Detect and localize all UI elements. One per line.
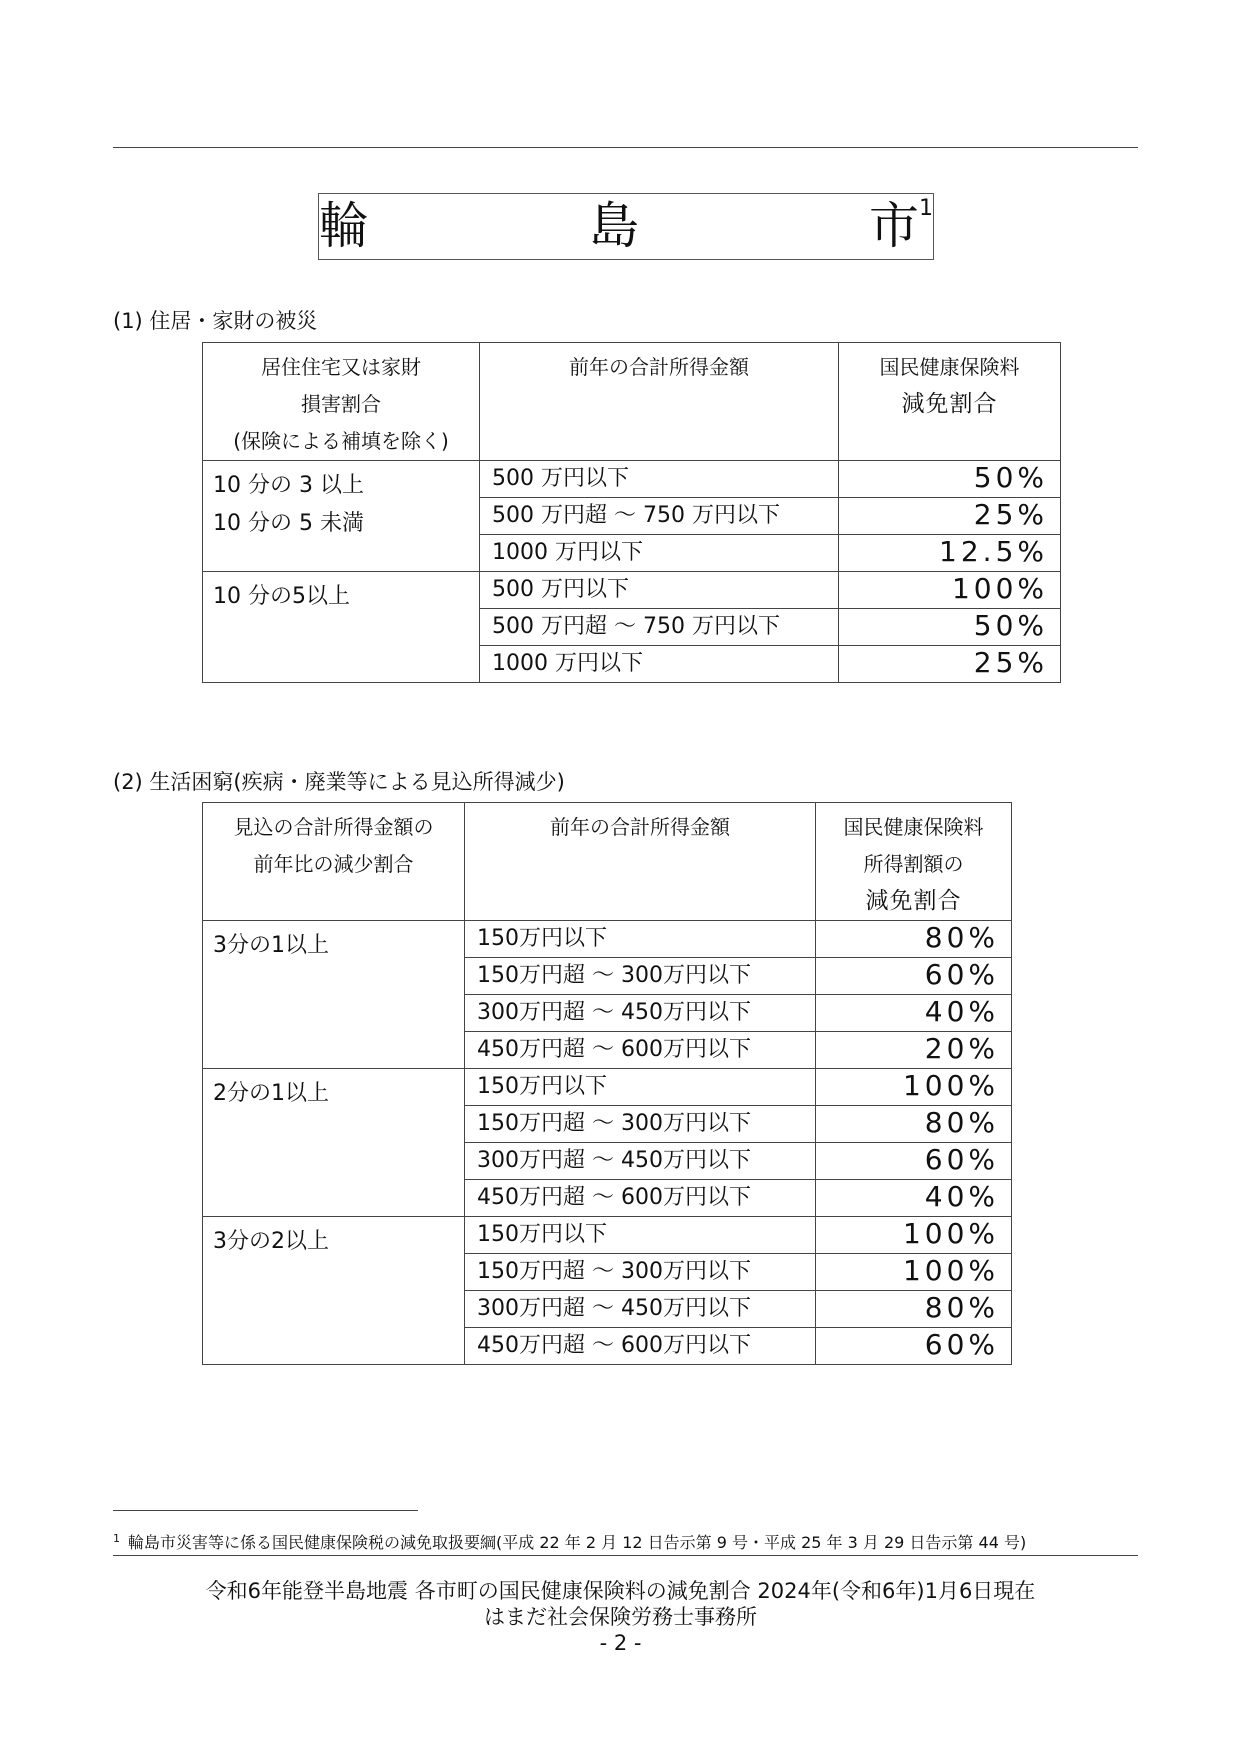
- category-cell: [203, 921, 465, 1069]
- income-cell: 450万円超 ～ 600万円以下: [465, 1032, 816, 1069]
- category-line: 3分の2以上: [213, 1229, 329, 1254]
- footnote: [113, 1530, 1026, 1553]
- income-cell: 450万円超 ～ 600万円以下: [465, 1328, 816, 1365]
- footer-line2: はまだ社会保険労務士事務所: [484, 1605, 757, 1629]
- section2-heading: (2) 生活困窮(疾病・廃業等による見込所得減少): [113, 770, 565, 794]
- header-col1-line: 損害割合: [301, 392, 381, 416]
- header-col3-line: 減免割合: [865, 888, 962, 914]
- section1-table: [202, 342, 1061, 683]
- header-row: [203, 343, 1061, 461]
- rate-cell: 40%: [816, 1180, 1012, 1217]
- category-line: 10 分の 5 未満: [213, 511, 364, 536]
- footnote-rule: [113, 1510, 418, 1511]
- page-title-box: [318, 193, 934, 260]
- category-line: 10 分の5以上: [213, 584, 350, 609]
- header-col3: [839, 343, 1061, 461]
- header-col1: [203, 803, 465, 921]
- header-col1: [203, 343, 480, 461]
- header-col3-line: 減免割合: [901, 391, 998, 417]
- category-line: 2分の1以上: [213, 1081, 329, 1106]
- rate-cell: 60%: [816, 958, 1012, 995]
- rate-cell: 20%: [816, 1032, 1012, 1069]
- rate-cell: 100%: [816, 1217, 1012, 1254]
- category-cell: [203, 572, 480, 683]
- footer-line1: 令和6年能登半島地震 各市町の国民健康保険料の減免割合 2024年(令和6年)1月6日現在: [205, 1579, 1036, 1603]
- rate-cell: 50%: [839, 461, 1061, 498]
- category-cell: [203, 461, 480, 572]
- section1-heading: (1) 住居・家財の被災: [113, 309, 318, 333]
- income-cell: 450万円超 ～ 600万円以下: [465, 1180, 816, 1217]
- title-char-2: 島: [589, 197, 639, 255]
- income-cell: 500 万円以下: [480, 572, 839, 609]
- rate-cell: 40%: [816, 995, 1012, 1032]
- table-row: [203, 572, 1061, 609]
- footnote-text: 輪島市災害等に係る国民健康保険税の減免取扱要綱(平成 22 年 2 月 12 日告示第 9 号・平成 25 年 3 月 29 日告示第 44 号): [128, 1533, 1027, 1552]
- rate-cell: 100%: [816, 1254, 1012, 1291]
- income-cell: 500 万円超 ～ 750 万円以下: [480, 498, 839, 535]
- rate-cell: 60%: [816, 1328, 1012, 1365]
- income-cell: 150万円超 ～ 300万円以下: [465, 1254, 816, 1291]
- category-line: 10 分の 3 以上: [213, 473, 364, 498]
- category-cell: [203, 1069, 465, 1217]
- header-col3: [816, 803, 1012, 921]
- rate-cell: 50%: [839, 609, 1061, 646]
- header-col1-line: 見込の合計所得金額の: [233, 815, 434, 839]
- income-cell: 300万円超 ～ 450万円以下: [465, 1143, 816, 1180]
- rate-cell: 12.5%: [839, 535, 1061, 572]
- rate-cell: 25%: [839, 498, 1061, 535]
- category-cell: [203, 1217, 465, 1365]
- rate-cell: 25%: [839, 646, 1061, 683]
- table-row: [203, 921, 1012, 958]
- income-cell: 300万円超 ～ 450万円以下: [465, 995, 816, 1032]
- header-col2-line: 前年の合計所得金額: [550, 815, 730, 839]
- title-footnote-ref: 1: [919, 196, 933, 221]
- header-col3-line: 国民健康保険料: [843, 815, 984, 839]
- header-col3-line: 国民健康保険料: [879, 355, 1020, 379]
- header-col1-line: (保険による補填を除く): [233, 429, 449, 453]
- header-col2-line: 前年の合計所得金額: [569, 355, 749, 379]
- income-cell: 300万円超 ～ 450万円以下: [465, 1291, 816, 1328]
- income-cell: 500 万円以下: [480, 461, 839, 498]
- rate-cell: 80%: [816, 921, 1012, 958]
- title-char-3: 市: [869, 197, 919, 255]
- section2-table: [202, 802, 1012, 1365]
- rate-cell: 100%: [816, 1069, 1012, 1106]
- header-col2: [480, 343, 839, 461]
- income-cell: 150万円以下: [465, 921, 816, 958]
- income-cell: 150万円超 ～ 300万円以下: [465, 1106, 816, 1143]
- income-cell: 500 万円超 ～ 750 万円以下: [480, 609, 839, 646]
- title-char-1: 輪: [319, 197, 369, 255]
- footnote-mark: 1: [113, 1531, 120, 1545]
- income-cell: 1000 万円以下: [480, 535, 839, 572]
- rate-cell: 80%: [816, 1291, 1012, 1328]
- top-rule: [113, 147, 1138, 148]
- income-cell: 1000 万円以下: [480, 646, 839, 683]
- header-col2: [465, 803, 816, 921]
- page-number: - 2 -: [599, 1631, 642, 1655]
- income-cell: 150万円超 ～ 300万円以下: [465, 958, 816, 995]
- header-col1-line: 居住住宅又は家財: [261, 355, 421, 379]
- header-row: [203, 803, 1012, 921]
- income-cell: 150万円以下: [465, 1217, 816, 1254]
- rate-cell: 60%: [816, 1143, 1012, 1180]
- table-row: [203, 1069, 1012, 1106]
- header-col3-line: 所得割額の: [863, 852, 964, 876]
- table-row: [203, 461, 1061, 498]
- table-row: [203, 1217, 1012, 1254]
- rate-cell: 100%: [839, 572, 1061, 609]
- income-cell: 150万円以下: [465, 1069, 816, 1106]
- rate-cell: 80%: [816, 1106, 1012, 1143]
- header-col1-line: 前年比の減少割合: [253, 852, 414, 876]
- footer-rule: [113, 1555, 1138, 1556]
- category-line: 3分の1以上: [213, 933, 329, 958]
